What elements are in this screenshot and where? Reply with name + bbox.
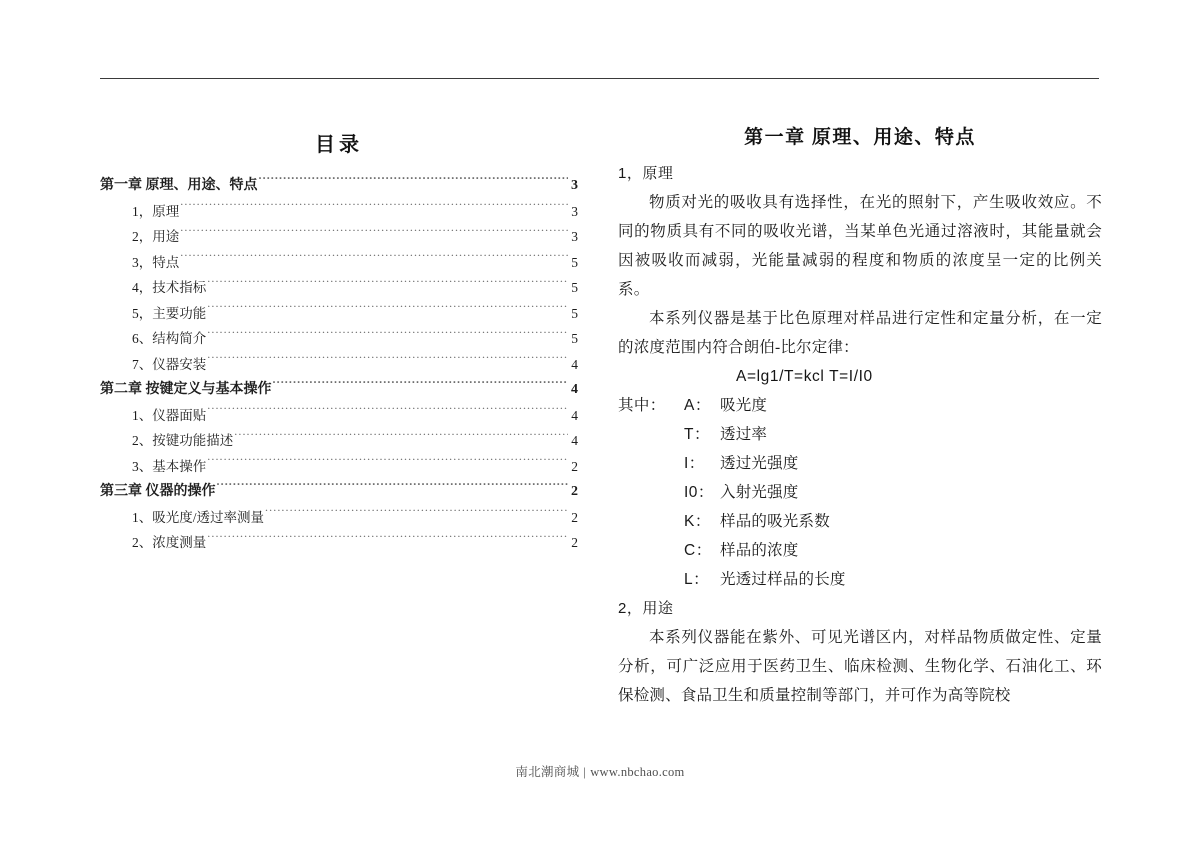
symbol-definition-row xyxy=(618,565,1102,594)
symbol-definition-row xyxy=(618,449,1102,478)
toc-entry-page: 5 xyxy=(571,280,578,295)
toc-leader-dots xyxy=(273,379,569,393)
chapter-body xyxy=(618,122,1102,710)
toc-leader-dots xyxy=(207,279,568,293)
toc-entry-label: 1、仪器面贴 xyxy=(132,407,207,423)
toc-leader-dots xyxy=(207,457,568,471)
section-heading-1: 1，原理 xyxy=(618,165,674,182)
definition-lead: 其中： xyxy=(618,397,666,414)
symbol-definition-row xyxy=(618,478,1102,507)
toc-entry-page: 4 xyxy=(571,356,578,372)
definition-text: 样品的浓度 xyxy=(720,542,799,559)
toc-leader-dots xyxy=(180,253,568,267)
toc-entry-label: 7、仪器安装 xyxy=(132,356,207,372)
toc-entry-page: 4 xyxy=(571,433,578,448)
toc-entry-page: 2 xyxy=(571,509,578,525)
symbol-definition-row xyxy=(618,536,1102,565)
toc-entry[interactable] xyxy=(100,326,578,352)
toc-leader-dots xyxy=(234,432,568,446)
toc-leader-dots xyxy=(207,534,568,548)
toc-entry[interactable] xyxy=(100,428,578,454)
toc-entry-label: 第二章 按键定义与基本操作 xyxy=(100,382,272,397)
toc-entry-page: 3 xyxy=(571,178,578,193)
toc-entry[interactable] xyxy=(100,505,578,531)
toc-leader-dots xyxy=(207,406,568,420)
definition-symbol: A： xyxy=(684,397,711,414)
toc-entry-label: 2、按键功能描述 xyxy=(132,433,234,448)
definition-symbol: K： xyxy=(684,513,711,530)
toc-leader-dots xyxy=(217,481,569,495)
section-1-paragraph-1: 物质对光的吸收具有选择性，在光的照射下，产生吸收效应。不同的物质具有不同的吸收光谱，当某单色光通过溶液时，其能量就会因被吸收而减弱，光能量减弱的程度和物质的浓度呈一定的比例关系。 xyxy=(618,194,1102,298)
toc-entry-page: 5 xyxy=(571,254,578,270)
definition-text: 吸光度 xyxy=(720,397,768,414)
toc-entry[interactable] xyxy=(100,275,578,301)
definition-lead xyxy=(618,449,684,478)
header-rule xyxy=(100,78,1099,79)
toc-title: 目录 xyxy=(315,134,363,156)
toc-list xyxy=(100,173,578,556)
toc-leader-dots xyxy=(207,355,568,369)
definition-symbol: L： xyxy=(684,571,710,588)
toc-leader-dots xyxy=(180,202,568,216)
definition-text: 透过率 xyxy=(720,426,768,443)
toc-entry-label: 2、浓度测量 xyxy=(132,535,207,550)
toc-entry-label: 5，主要功能 xyxy=(132,305,207,321)
definition-text: 光透过样品的长度 xyxy=(720,571,846,588)
toc-entry-label: 1、吸光度/透过率测量 xyxy=(132,509,265,525)
definition-lead xyxy=(618,478,684,507)
definition-lead xyxy=(618,420,684,449)
chapter-title: 第一章 原理、用途、特点 xyxy=(744,127,976,148)
symbol-definition-row xyxy=(618,391,1102,420)
toc-entry[interactable] xyxy=(100,403,578,429)
table-of-contents xyxy=(100,128,578,556)
beer-lambert-formula: A=lg1/T=kcl T=I/I0 xyxy=(736,368,873,385)
toc-entry[interactable] xyxy=(100,224,578,250)
toc-entry-page: 3 xyxy=(571,203,578,219)
definition-text: 入射光强度 xyxy=(720,484,799,501)
toc-entry-page: 2 xyxy=(571,484,578,499)
section-2-paragraph-1: 本系列仪器能在紫外、可见光谱区内，对样品物质做定性、定量分析，可广泛应用于医药卫生、临床检测、生物化学、石油化工、环保检测、食品卫生和质量控制等部门，并可作为高等院校 xyxy=(618,629,1102,704)
toc-entry-page: 5 xyxy=(571,331,578,346)
toc-entry[interactable] xyxy=(100,199,578,225)
toc-entry-label: 2，用途 xyxy=(132,229,180,244)
toc-entry-page: 3 xyxy=(571,229,578,244)
toc-entry-label: 6、结构简介 xyxy=(132,331,207,346)
footer-brand: 南北潮商城 xyxy=(515,765,580,779)
toc-entry[interactable] xyxy=(100,377,578,403)
symbol-definition-list xyxy=(618,391,1102,594)
symbol-definition-row xyxy=(618,420,1102,449)
toc-entry-label: 3，特点 xyxy=(132,254,180,270)
toc-entry[interactable] xyxy=(100,479,578,505)
symbol-definition-row xyxy=(618,507,1102,536)
definition-text: 透过光强度 xyxy=(720,455,799,472)
toc-entry-label: 3、基本操作 xyxy=(132,458,207,474)
section-1-paragraph-2: 本系列仪器是基于比色原理对样品进行定性和定量分析，在一定的浓度范围内符合朗伯-比尔定律： xyxy=(618,310,1102,356)
footer-url: www.nbchao.com xyxy=(590,765,685,779)
toc-entry[interactable] xyxy=(100,454,578,480)
toc-leader-dots xyxy=(259,175,569,189)
toc-entry[interactable] xyxy=(100,352,578,378)
section-heading-2: 2，用途 xyxy=(618,600,674,617)
toc-entry[interactable] xyxy=(100,301,578,327)
footer-watermark xyxy=(0,762,1200,780)
toc-entry-label: 4，技术指标 xyxy=(132,280,207,295)
definition-symbol: C： xyxy=(684,542,712,559)
definition-lead xyxy=(618,565,684,594)
definition-symbol: T： xyxy=(684,426,710,443)
toc-leader-dots xyxy=(180,228,568,242)
toc-leader-dots xyxy=(207,304,568,318)
toc-entry[interactable] xyxy=(100,173,578,199)
definition-symbol: I： xyxy=(684,455,705,472)
toc-entry-page: 2 xyxy=(571,535,578,550)
toc-entry[interactable] xyxy=(100,250,578,276)
footer-separator: | xyxy=(583,765,587,779)
toc-entry-label: 第一章 原理、用途、特点 xyxy=(100,178,258,193)
definition-symbol: I0： xyxy=(684,484,714,501)
definition-lead xyxy=(618,536,684,565)
toc-leader-dots xyxy=(207,330,568,344)
toc-entry-label: 1，原理 xyxy=(132,203,180,219)
toc-leader-dots xyxy=(265,508,568,522)
toc-entry-page: 2 xyxy=(571,458,578,474)
toc-entry-label: 第三章 仪器的操作 xyxy=(100,484,216,499)
toc-entry[interactable] xyxy=(100,530,578,556)
toc-entry-page: 4 xyxy=(571,407,578,423)
toc-entry-page: 5 xyxy=(571,305,578,321)
definition-text: 样品的吸光系数 xyxy=(720,513,830,530)
definition-lead xyxy=(618,507,684,536)
toc-entry-page: 4 xyxy=(571,382,578,397)
